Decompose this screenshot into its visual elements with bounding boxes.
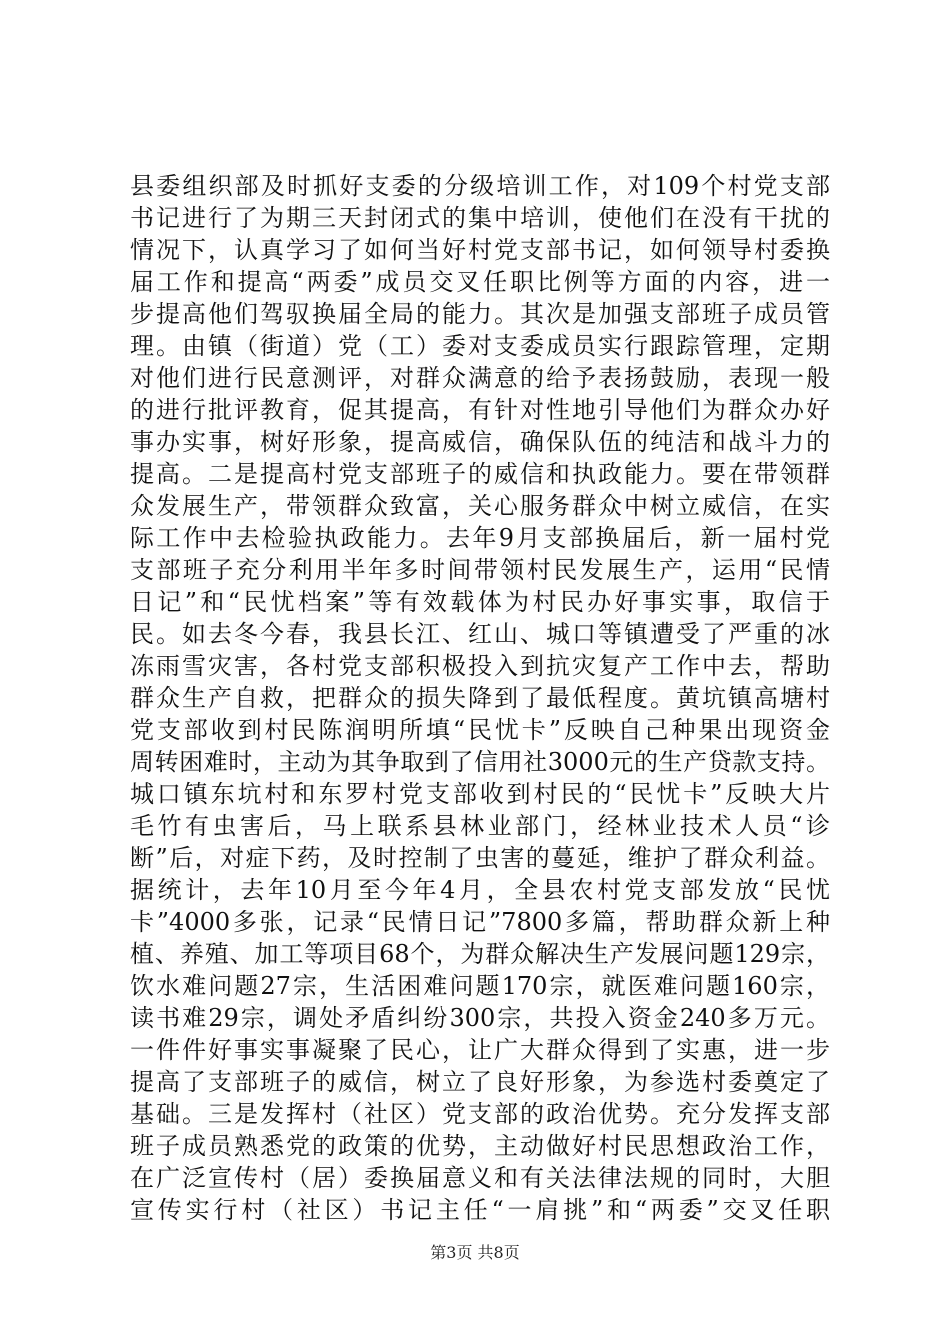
text-line: 一件件好事实事凝聚了民心，让广大群众得到了实惠，进一步 bbox=[130, 1036, 830, 1064]
text-line: 众发展生产，带领群众致富，关心服务群众中树立威信，在实 bbox=[130, 492, 830, 520]
text-line: 步提高他们驾驭换届全局的能力。其次是加强支部班子成员管 bbox=[130, 300, 830, 328]
text-line: 植、养殖、加工等项目68个，为群众解决生产发展问题129宗， bbox=[130, 940, 830, 968]
text-line: 卡”4000多张，记录“民情日记”7800多篇，帮助群众新上种 bbox=[130, 908, 830, 936]
text-line: 毛竹有虫害后，马上联系县林业部门，经林业技术人员“诊 bbox=[130, 812, 830, 840]
text-line: 际工作中去检验执政能力。去年9月支部换届后，新一届村党 bbox=[130, 524, 830, 552]
text-line: 断”后，对症下药，及时控制了虫害的蔓延，维护了群众利益。 bbox=[130, 844, 830, 872]
text-line: 据统计，去年10月至今年4月，全县农村党支部发放“民忧 bbox=[130, 876, 830, 904]
text-line: 班子成员熟悉党的政策的优势，主动做好村民思想政治工作， bbox=[130, 1132, 830, 1160]
text-line: 周转困难时，主动为其争取到了信用社3000元的生产贷款支持。 bbox=[130, 748, 830, 776]
text-line: 读书难29宗，调处矛盾纠纷300宗，共投入资金240多万元。 bbox=[130, 1004, 830, 1032]
text-line: 事办实事，树好形象，提高威信，确保队伍的纯洁和战斗力的 bbox=[130, 428, 830, 456]
text-line: 对他们进行民意测评，对群众满意的给予表扬鼓励，表现一般 bbox=[130, 364, 830, 392]
text-line: 提高。二是提高村党支部班子的威信和执政能力。要在带领群 bbox=[130, 460, 830, 488]
page-footer: 第3页 共8页 bbox=[430, 1243, 520, 1262]
text-line: 在广泛宣传村（居）委换届意义和有关法律法规的同时，大胆 bbox=[130, 1164, 830, 1192]
text-line: 支部班子充分利用半年多时间带领村民发展生产，运用“民情 bbox=[130, 556, 830, 584]
text-line: 理。由镇（街道）党（工）委对支委成员实行跟踪管理，定期 bbox=[130, 332, 830, 360]
text-line: 宣传实行村（社区）书记主任“一肩挑”和“两委”交叉任职 bbox=[130, 1196, 830, 1224]
text-line: 城口镇东坑村和东罗村党支部收到村民的“民忧卡”反映大片 bbox=[130, 780, 830, 808]
text-line: 提高了支部班子的威信，树立了良好形象，为参选村委奠定了 bbox=[130, 1068, 830, 1096]
text-line: 冻雨雪灾害，各村党支部积极投入到抗灾复产工作中去，帮助 bbox=[130, 652, 830, 680]
text-line: 县委组织部及时抓好支委的分级培训工作，对109个村党支部 bbox=[130, 172, 830, 200]
text-line: 的进行批评教育，促其提高，有针对性地引导他们为群众办好 bbox=[130, 396, 830, 424]
text-line: 民。如去冬今春，我县长江、红山、城口等镇遭受了严重的冰 bbox=[130, 620, 830, 648]
text-line: 情况下，认真学习了如何当好村党支部书记，如何领导村委换 bbox=[130, 236, 830, 264]
text-line: 群众生产自救，把群众的损失降到了最低程度。黄坑镇高塘村 bbox=[130, 684, 830, 712]
text-line: 基础。三是发挥村（社区）党支部的政治优势。充分发挥支部 bbox=[130, 1100, 830, 1128]
text-line: 饮水难问题27宗，生活困难问题170宗，就医难问题160宗， bbox=[130, 972, 830, 1000]
text-line: 届工作和提高“两委”成员交叉任职比例等方面的内容，进一 bbox=[130, 268, 830, 296]
text-line: 党支部收到村民陈润明所填“民忧卡”反映自己种果出现资金 bbox=[130, 716, 830, 744]
text-line: 日记”和“民忧档案”等有效载体为村民办好事实事，取信于 bbox=[130, 588, 830, 616]
body-text bbox=[130, 170, 830, 1226]
text-line: 书记进行了为期三天封闭式的集中培训，使他们在没有干扰的 bbox=[130, 204, 830, 232]
